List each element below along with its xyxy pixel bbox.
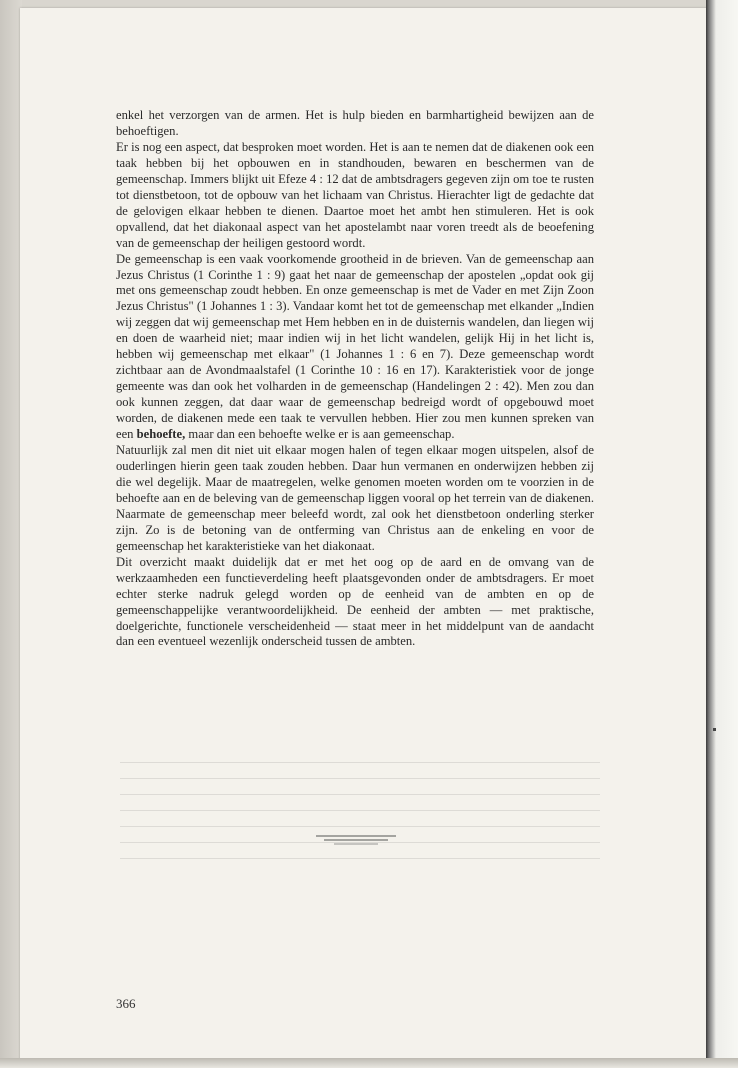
paragraph-4 xyxy=(116,443,594,555)
text-run: Er is nog een aspect, dat besproken moet worden. Het is aan te nemen dat de diakenen ook een taak hebben bij het opbouwen en in standhouden, bewaren en beschermen van de gemeenschap. Immers blijkt uit Efeze 4 : 12 dat de ambtsdragers gegeven zijn om toe te rusten tot dienstbetoon, tot de opbouw van het lichaam van Christus. Hierachter ligt de gedachte dat de gelovigen elkaar hebben te dienen. Daartoe moet het ambt hen stimuleren. Het is ook opvallend, dat het diakonaal aspect van het apostelambt naar voren treedt als de beoefening van de gemeenschap der heiligen gestoord wordt. xyxy=(116,139,594,250)
section-end-ornament-icon xyxy=(316,830,396,850)
text-run: maar dan een behoefte welke er is aan gemeenschap. xyxy=(185,427,455,442)
text-run: Dit overzicht maakt duidelijk dat er met het oog op de aard en de omvang van de werkzaamheden een functieverdeling heeft plaatsgevonden onder de ambtsdragers. Er moet echter sterke nadruk gelegd worden op de eenheid van de ambten en op de gemeenschappelijke verantwoordelijkheid. De eenheid der ambten — met praktische, doelgerichte, functionele verscheidenheid — staat meer in het middelpunt van de aandacht dan een eventueel wezenlijk onderscheid tussen de ambten. xyxy=(116,554,594,649)
text-run: Natuurlijk zal men dit niet uit elkaar mogen halen of tegen elkaar mogen uitspelen, alsof de ouderlingen hierin geen taak zouden hebben. Daar hun vermanen en onderwijzen hebben zij die wel degelijk. Maar de maatregelen, welke genomen moeten worden om te voorzien in de behoefte aan en de beleving van de gemeenschap liggen vooral op het terrein van de diakenen. Naarmate de gemeenschap meer beleefd wordt, zal ook het dienstbetoon onderling sterker zijn. Zo is de betoning van de ontferming van Christus aan de enkeling en voor de gemeenschap het karakteristieke van het diakonaat. xyxy=(116,443,594,553)
page-number: 366 xyxy=(116,996,136,1011)
paragraph-5 xyxy=(116,555,594,651)
paragraph-3 xyxy=(116,252,594,443)
paragraph-1 xyxy=(116,108,594,140)
scan-left-shadow xyxy=(0,0,22,1068)
body-text xyxy=(116,108,594,650)
book-binding-edge xyxy=(706,0,738,1068)
text-run: De gemeenschap is een vaak voorkomende grootheid in de brieven. Van de gemeenschap aan Jezus Christus (1 Corinthe 1 : 9) gaat het naar de gemeenschap der apostelen „opdat ook gij met ons gemeenschap zoudt hebben. En onze gemeenschap is met de Vader en met Zijn Zoon Jezus Christus" (1 Johannes 1 : 3). Vandaar komt het tot de gemeenschap met elkander „Indien wij zeggen dat wij gemeenschap met Hem hebben en in de duisternis wandelen, dan liegen wij en doen de waarheid niet; maar indien wij in het licht wandelen, gelijk Hij in het licht is, hebben wij gemeenschap met elkaar" (1 Johannes 1 : 6 en 7). Deze gemeenschap wordt zichtbaar aan de Avondmaalstafel (1 Corinthe 10 : 16 en 17). Karakteristiek voor de jonge gemeente was dan ook het volharden in de gemeenschap (Handelingen 2 : 42). Men zou dan ook kunnen zeggen, dat daar waar de gemeenschap bedreigd wordt of opgebouwd moet worden, de diakenen mede een taak te vervullen hebben. Hier zou men kunnen spreken van een xyxy=(116,251,594,442)
bold-term: behoefte, xyxy=(136,427,186,442)
show-through-text xyxy=(120,762,600,882)
paragraph-2 xyxy=(116,140,594,252)
scan-bottom-edge xyxy=(0,1058,738,1068)
scan-mark xyxy=(713,728,716,731)
text-run: enkel het verzorgen van de armen. Het is hulp bieden en barmhartigheid bewijzen aan de behoeftigen. xyxy=(116,108,594,138)
